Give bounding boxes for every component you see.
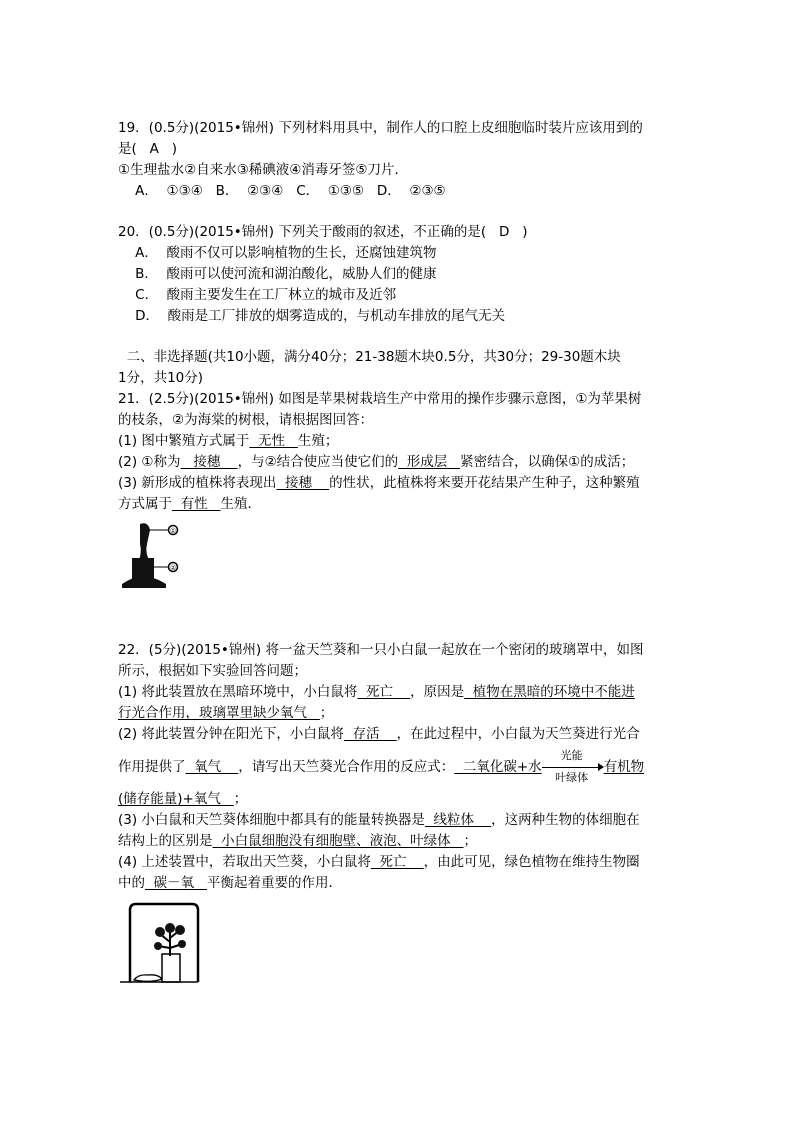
text-line	[118, 222, 678, 243]
arrow-condition-top: 光能	[560, 749, 583, 762]
arrow-head-icon	[598, 763, 604, 771]
text-line	[118, 745, 678, 789]
grafting-figure	[120, 520, 190, 588]
text-segment: A． ①③④ B． ②③④ C． ①③⑤ D． ②③⑤	[118, 183, 446, 199]
text-segment: 结构上的区别是	[118, 833, 213, 849]
text-line	[118, 682, 678, 703]
text-line	[118, 285, 678, 306]
answer-blank: 死亡	[357, 684, 411, 700]
answer-blank: 死亡	[370, 854, 424, 870]
text-segment: B． 酸雨可以使河流和湖泊酸化，威胁人们的健康	[118, 266, 437, 282]
bell-jar-figure	[118, 902, 210, 984]
text-segment: (3) 新形成的植株将表现出	[118, 475, 277, 491]
text-line	[118, 139, 678, 160]
text-line	[118, 410, 678, 431]
text-line	[118, 431, 678, 452]
question-20	[118, 222, 678, 327]
text-segment: 所示，根据如下实验回答问题；	[118, 663, 307, 679]
text-segment: 的枝条，②为海棠的树根，请根据图回答：	[118, 412, 374, 428]
text-line	[118, 452, 678, 473]
answer-blank: 有性	[172, 496, 221, 512]
text-segment: 1分，共10分)	[118, 370, 204, 386]
answer-blank: 植物在黑暗的环境中不能进	[464, 684, 635, 700]
text-line	[118, 810, 678, 831]
text-line	[118, 118, 678, 139]
answer-blank: (储存能量)+氧气	[118, 791, 234, 807]
answer-blank: 行光合作用，玻璃罩里缺少氧气	[118, 705, 320, 721]
text-segment: 生殖；	[297, 433, 339, 449]
text-segment: ①生理盐水②自来水③稀碘液④消毒牙签⑤刀片．	[118, 162, 409, 178]
text-segment: C． 酸雨主要发生在工厂林立的城市及近邻	[118, 287, 397, 303]
text-segment: (2) 将此装置分钟在阳光下，小白鼠将	[118, 726, 344, 742]
text-segment: 21．(2.5分)(2015•锦州) 如图是苹果树栽培生产中常用的操作步骤示意图，①为苹果树	[118, 391, 642, 407]
text-segment: (1) 图中繁殖方式属于	[118, 433, 250, 449]
text-segment: ，与②结合使应当使它们的	[237, 454, 399, 470]
answer-blank: 小白鼠细胞没有细胞壁、液泡、叶绿体	[212, 833, 464, 849]
text-segment: 作用提供了	[118, 759, 186, 775]
text-segment: ；	[319, 705, 334, 721]
text-segment: 是( A )	[118, 141, 178, 157]
question-21	[118, 347, 678, 515]
text-line	[118, 264, 678, 285]
text-line	[118, 181, 678, 202]
text-line	[118, 640, 678, 661]
text-segment: ；	[233, 791, 248, 807]
answer-blank: 接穗	[180, 454, 238, 470]
figure-label-2: ②	[169, 564, 177, 572]
text-line	[118, 661, 678, 682]
text-line	[118, 873, 678, 894]
answer-blank: 存活	[343, 726, 397, 742]
answer-blank: 有机物	[603, 759, 645, 775]
answer-blank: 线粒体	[424, 812, 492, 828]
text-segment: 中的	[118, 875, 145, 891]
figure-label-1: ①	[169, 527, 177, 535]
text-segment: ，请写出天竺葵光合作用的反应式：	[238, 759, 455, 775]
text-segment: 20．(0.5分)(2015•锦州) 下列关于酸雨的叙述，不正确的是( D )	[118, 224, 528, 240]
text-line	[118, 831, 678, 852]
text-segment: 的性状，此植株将来要开花结果产生种子，这种繁殖	[329, 475, 640, 491]
text-segment: ，由此可见，绿色植物在维持生物圈	[423, 854, 640, 870]
question-22	[118, 640, 678, 894]
question-19	[118, 118, 678, 202]
text-segment: (1) 将此装置放在黑暗环境中，小白鼠将	[118, 684, 358, 700]
text-line	[118, 368, 678, 389]
text-line	[118, 703, 678, 724]
text-line	[118, 160, 678, 181]
answer-blank: 二氧化碳+水	[454, 759, 542, 775]
text-segment: 19．(0.5分)(2015•锦州) 下列材料用具中，制作人的口腔上皮细胞临时装片应该用到的	[118, 120, 643, 136]
text-line	[118, 389, 678, 410]
text-line	[118, 306, 678, 327]
text-segment: (2) ①称为	[118, 454, 181, 470]
text-line	[118, 852, 678, 873]
text-segment: 方式属于	[118, 496, 172, 512]
reaction-arrow	[542, 747, 604, 787]
text-segment: ，这两种生物的体细胞在	[491, 812, 640, 828]
arrow-condition-bottom: 叶绿体	[555, 771, 589, 784]
text-line	[118, 473, 678, 494]
text-segment: (3) 小白鼠和天竺葵体细胞中都具有的能量转换器是	[118, 812, 425, 828]
answer-blank: 氧气	[185, 759, 239, 775]
text-segment: D． 酸雨是工厂排放的烟雾造成的，与机动车排放的尾气无关	[118, 308, 506, 324]
text-segment: 二、非选择题(共10小题，满分40分；21-38题木块0.5分，共30分；29-30题木块	[118, 349, 621, 365]
text-line	[118, 347, 678, 368]
text-segment: 生殖．	[220, 496, 261, 512]
text-segment: A． 酸雨不仅可以影响植物的生长，还腐蚀建筑物	[118, 245, 437, 261]
text-segment: 平衡起着重要的作用．	[206, 875, 342, 891]
text-segment: ，在此过程中，小白鼠为天竺葵进行光合	[396, 726, 640, 742]
text-segment: 22．(5分)(2015•锦州) 将一盆天竺葵和一只小白鼠一起放在一个密闭的玻璃罩中，如图	[118, 642, 644, 658]
text-segment: ；	[463, 833, 477, 849]
text-line	[118, 494, 678, 515]
answer-blank: 碳－氧	[145, 875, 207, 891]
text-line	[118, 243, 678, 264]
text-segment: 紧密结合，以确保①的成活；	[460, 454, 635, 470]
text-segment: ，原因是	[410, 684, 465, 700]
answer-blank: 接穗	[276, 475, 330, 491]
answer-blank: 无性	[249, 433, 298, 449]
answer-blank: 形成层	[398, 454, 461, 470]
text-line	[118, 724, 678, 745]
text-segment: (4) 上述装置中，若取出天竺葵，小白鼠将	[118, 854, 371, 870]
text-line	[118, 789, 678, 810]
